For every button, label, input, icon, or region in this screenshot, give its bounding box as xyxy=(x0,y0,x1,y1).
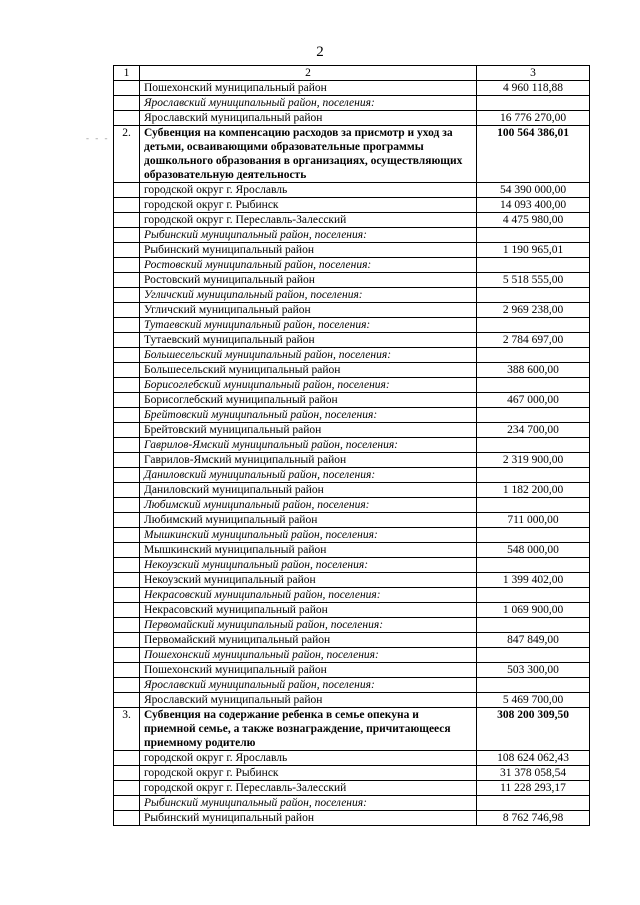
table-row xyxy=(114,633,590,648)
row-name: городской округ г. Ярославль xyxy=(140,751,477,766)
table-row xyxy=(114,573,590,588)
row-amount: 467 000,00 xyxy=(477,393,590,408)
row-number xyxy=(114,766,140,781)
row-amount: 4 960 118,88 xyxy=(477,81,590,96)
row-name: городской округ г. Ярославль xyxy=(140,183,477,198)
row-number xyxy=(114,693,140,708)
row-amount: 1 182 200,00 xyxy=(477,483,590,498)
row-amount: 308 200 309,50 xyxy=(477,708,590,751)
margin-marks: - - - xyxy=(86,133,110,143)
row-amount: 14 093 400,00 xyxy=(477,198,590,213)
row-amount: 548 000,00 xyxy=(477,543,590,558)
category-row xyxy=(114,348,590,363)
row-amount xyxy=(477,438,590,453)
row-name: Рыбинский муниципальный район, поселения: xyxy=(140,796,477,811)
table-header-row xyxy=(114,66,590,81)
row-name: Ростовский муниципальный район, поселения: xyxy=(140,258,477,273)
table-row xyxy=(114,333,590,348)
row-number xyxy=(114,751,140,766)
table-row xyxy=(114,483,590,498)
row-amount: 108 624 062,43 xyxy=(477,751,590,766)
row-number xyxy=(114,648,140,663)
row-amount xyxy=(477,288,590,303)
row-name: городской округ г. Рыбинск xyxy=(140,766,477,781)
table-row xyxy=(114,751,590,766)
category-row xyxy=(114,438,590,453)
row-amount xyxy=(477,588,590,603)
table-row xyxy=(114,766,590,781)
row-name: Ростовский муниципальный район xyxy=(140,273,477,288)
row-name: Рыбинский муниципальный район xyxy=(140,811,477,826)
row-number xyxy=(114,258,140,273)
table-row xyxy=(114,363,590,378)
row-name: Первомайский муниципальный район xyxy=(140,633,477,648)
row-amount xyxy=(477,498,590,513)
row-number xyxy=(114,603,140,618)
section-row xyxy=(114,126,590,183)
row-amount: 847 849,00 xyxy=(477,633,590,648)
row-number xyxy=(114,273,140,288)
row-number: 2. xyxy=(114,126,140,183)
row-amount xyxy=(477,378,590,393)
category-row xyxy=(114,318,590,333)
row-name: Брейтовский муниципальный район, поселения: xyxy=(140,408,477,423)
row-number xyxy=(114,96,140,111)
row-number xyxy=(114,348,140,363)
category-row xyxy=(114,228,590,243)
row-amount: 2 784 697,00 xyxy=(477,333,590,348)
row-name: Ярославский муниципальный район, поселения: xyxy=(140,96,477,111)
row-name: Пошехонский муниципальный район xyxy=(140,663,477,678)
category-row xyxy=(114,678,590,693)
row-amount xyxy=(477,408,590,423)
row-number xyxy=(114,483,140,498)
row-name: Угличский муниципальный район, поселения: xyxy=(140,288,477,303)
category-row xyxy=(114,288,590,303)
category-row xyxy=(114,498,590,513)
row-amount: 5 469 700,00 xyxy=(477,693,590,708)
row-number xyxy=(114,781,140,796)
table-row xyxy=(114,781,590,796)
row-name: Пошехонский муниципальный район xyxy=(140,81,477,96)
table-row xyxy=(114,111,590,126)
row-amount xyxy=(477,468,590,483)
table-row xyxy=(114,453,590,468)
category-row xyxy=(114,558,590,573)
table-row xyxy=(114,811,590,826)
row-amount: 16 776 270,00 xyxy=(477,111,590,126)
row-number xyxy=(114,183,140,198)
category-row xyxy=(114,528,590,543)
row-amount: 2 319 900,00 xyxy=(477,453,590,468)
row-name: Мышкинский муниципальный район xyxy=(140,543,477,558)
row-number xyxy=(114,213,140,228)
table-row xyxy=(114,213,590,228)
row-number xyxy=(114,453,140,468)
row-number: 3. xyxy=(114,708,140,751)
row-name: Гаврилов-Ямский муниципальный район, поселения: xyxy=(140,438,477,453)
row-number xyxy=(114,796,140,811)
row-name: Некоузский муниципальный район xyxy=(140,573,477,588)
row-name: Ярославский муниципальный район, поселения: xyxy=(140,678,477,693)
row-number xyxy=(114,678,140,693)
table-row xyxy=(114,423,590,438)
row-name: Даниловский муниципальный район xyxy=(140,483,477,498)
row-number xyxy=(114,408,140,423)
row-name: городской округ г. Рыбинск xyxy=(140,198,477,213)
row-number xyxy=(114,438,140,453)
row-name: Брейтовский муниципальный район xyxy=(140,423,477,438)
row-amount: 54 390 000,00 xyxy=(477,183,590,198)
category-row xyxy=(114,588,590,603)
row-number xyxy=(114,228,140,243)
row-number xyxy=(114,618,140,633)
row-name: Борисоглебский муниципальный район xyxy=(140,393,477,408)
row-number xyxy=(114,811,140,826)
row-amount: 1 190 965,01 xyxy=(477,243,590,258)
table-row xyxy=(114,81,590,96)
row-name: Ярославский муниципальный район xyxy=(140,111,477,126)
row-name: городской округ г. Переславль-Залесский xyxy=(140,213,477,228)
row-name: Субвенция на содержание ребенка в семье опекуна и приемной семье, а также вознаграждение, причитающееся приемному родителю xyxy=(140,708,477,751)
table-row xyxy=(114,303,590,318)
table-row xyxy=(114,663,590,678)
row-name: Гаврилов-Ямский муниципальный район xyxy=(140,453,477,468)
row-number xyxy=(114,663,140,678)
row-number xyxy=(114,573,140,588)
row-name: Некрасовский муниципальный район, поселения: xyxy=(140,588,477,603)
row-name: Ярославский муниципальный район xyxy=(140,693,477,708)
row-number xyxy=(114,468,140,483)
row-number xyxy=(114,423,140,438)
row-number xyxy=(114,318,140,333)
row-name: Некрасовский муниципальный район xyxy=(140,603,477,618)
row-amount xyxy=(477,228,590,243)
row-name: Некоузский муниципальный район, поселения: xyxy=(140,558,477,573)
row-number xyxy=(114,543,140,558)
row-amount xyxy=(477,528,590,543)
row-number xyxy=(114,111,140,126)
row-name: Рыбинский муниципальный район, поселения: xyxy=(140,228,477,243)
row-name: городской округ г. Переславль-Залесский xyxy=(140,781,477,796)
row-name: Любимский муниципальный район xyxy=(140,513,477,528)
table-row xyxy=(114,603,590,618)
row-number xyxy=(114,288,140,303)
row-number xyxy=(114,633,140,648)
header-col-1: 1 xyxy=(114,66,140,81)
table-row xyxy=(114,543,590,558)
row-name: Тутаевский муниципальный район xyxy=(140,333,477,348)
category-row xyxy=(114,378,590,393)
row-name: Тутаевский муниципальный район, поселения: xyxy=(140,318,477,333)
row-name: Любимский муниципальный район, поселения: xyxy=(140,498,477,513)
row-amount: 8 762 746,98 xyxy=(477,811,590,826)
category-row xyxy=(114,468,590,483)
category-row xyxy=(114,648,590,663)
category-row xyxy=(114,258,590,273)
row-amount xyxy=(477,96,590,111)
row-name: Мышкинский муниципальный район, поселения: xyxy=(140,528,477,543)
table-row xyxy=(114,393,590,408)
table-row xyxy=(114,183,590,198)
category-row xyxy=(114,796,590,811)
row-amount xyxy=(477,348,590,363)
row-number xyxy=(114,333,140,348)
row-number xyxy=(114,393,140,408)
row-amount: 4 475 980,00 xyxy=(477,213,590,228)
row-amount xyxy=(477,318,590,333)
row-name: Даниловский муниципальный район, поселения: xyxy=(140,468,477,483)
row-name: Первомайский муниципальный район, поселения: xyxy=(140,618,477,633)
row-number xyxy=(114,498,140,513)
table-row xyxy=(114,198,590,213)
table-row xyxy=(114,693,590,708)
section-row xyxy=(114,708,590,751)
row-amount: 11 228 293,17 xyxy=(477,781,590,796)
row-name: Пошехонский муниципальный район, поселения: xyxy=(140,648,477,663)
category-row xyxy=(114,408,590,423)
row-amount: 1 069 900,00 xyxy=(477,603,590,618)
table-row xyxy=(114,273,590,288)
row-number xyxy=(114,243,140,258)
row-amount: 1 399 402,00 xyxy=(477,573,590,588)
row-amount xyxy=(477,618,590,633)
row-amount: 5 518 555,00 xyxy=(477,273,590,288)
row-number xyxy=(114,198,140,213)
row-number xyxy=(114,513,140,528)
row-amount: 388 600,00 xyxy=(477,363,590,378)
page-number: 2 xyxy=(316,44,324,60)
row-number xyxy=(114,378,140,393)
row-number xyxy=(114,81,140,96)
row-amount: 31 378 058,54 xyxy=(477,766,590,781)
table-row xyxy=(114,513,590,528)
row-number xyxy=(114,363,140,378)
row-amount xyxy=(477,648,590,663)
row-number xyxy=(114,558,140,573)
row-name: Большесельский муниципальный район, поселения: xyxy=(140,348,477,363)
row-amount: 100 564 386,01 xyxy=(477,126,590,183)
row-amount xyxy=(477,678,590,693)
row-amount: 711 000,00 xyxy=(477,513,590,528)
row-amount: 2 969 238,00 xyxy=(477,303,590,318)
row-amount xyxy=(477,258,590,273)
subsidy-table xyxy=(113,65,590,826)
category-row xyxy=(114,96,590,111)
category-row xyxy=(114,618,590,633)
row-number xyxy=(114,528,140,543)
row-name: Большесельский муниципальный район xyxy=(140,363,477,378)
row-number xyxy=(114,303,140,318)
row-name: Субвенция на компенсацию расходов за присмотр и уход за детьми, осваивающими образовательные программы дошкольного образования в организациях, осуществляющих образовательную деятельность xyxy=(140,126,477,183)
row-name: Угличский муниципальный район xyxy=(140,303,477,318)
table-row xyxy=(114,243,590,258)
row-amount xyxy=(477,796,590,811)
header-col-3: 3 xyxy=(477,66,590,81)
row-amount: 503 300,00 xyxy=(477,663,590,678)
row-amount xyxy=(477,558,590,573)
row-name: Борисоглебский муниципальный район, поселения: xyxy=(140,378,477,393)
row-name: Рыбинский муниципальный район xyxy=(140,243,477,258)
row-number xyxy=(114,588,140,603)
row-amount: 234 700,00 xyxy=(477,423,590,438)
header-col-2: 2 xyxy=(140,66,477,81)
